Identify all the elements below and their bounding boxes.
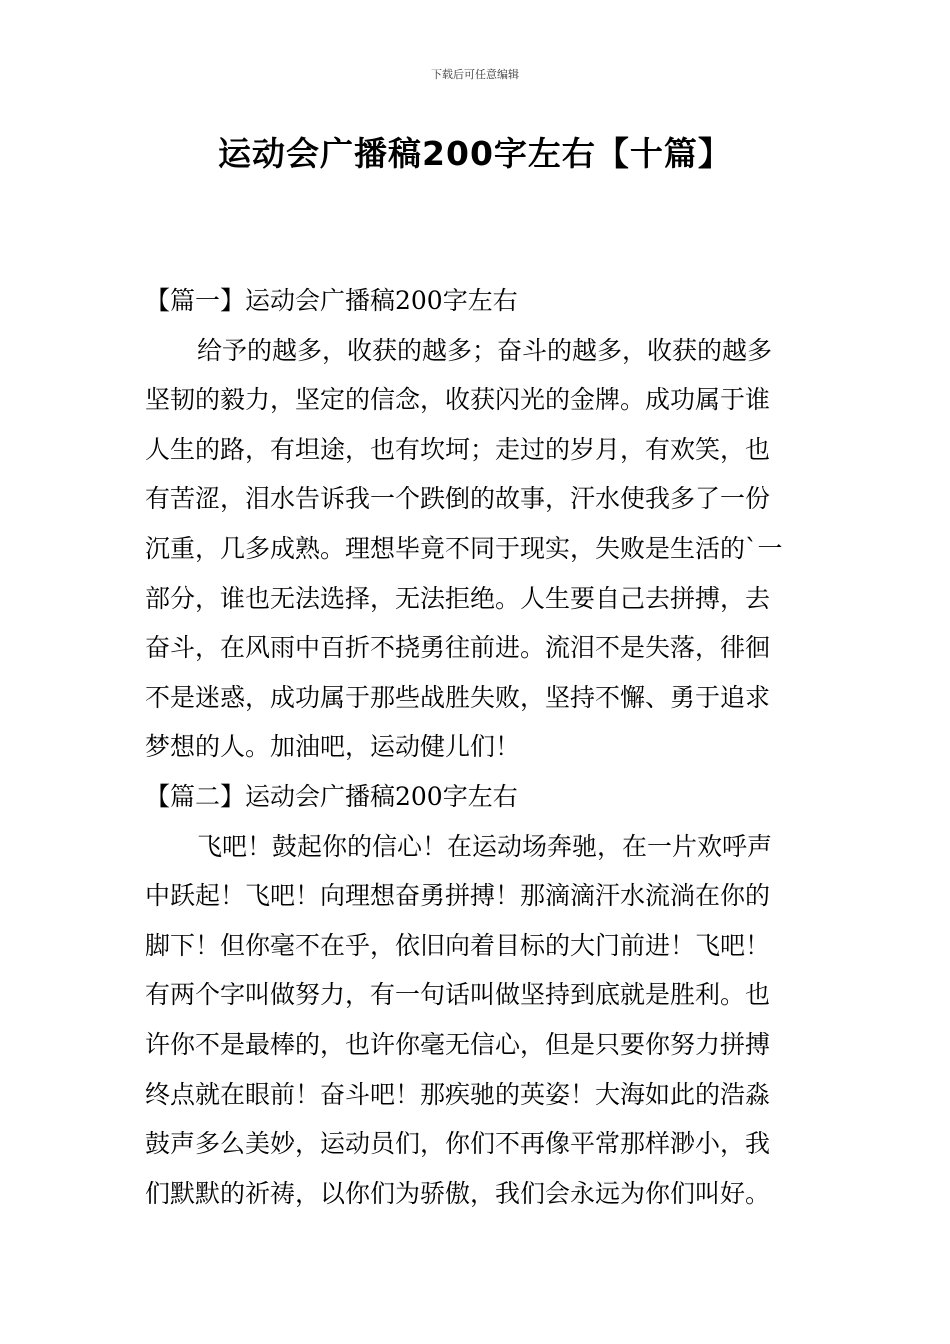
paragraph-line: 鼓声多么美妙，运动员们，你们不再像平常那样渺小，我: [145, 1129, 771, 1159]
paragraph-line: 有苦涩，泪水告诉我一个跌倒的故事，汗水使我多了一份: [145, 484, 771, 514]
paragraph-line: 们默默的祈祷，以你们为骄傲，我们会永远为你们叫好。: [145, 1178, 771, 1208]
paragraph-line: 人生的路，有坦途，也有坎坷；走过的岁月，有欢笑，也: [145, 434, 771, 464]
section-heading-2: 【篇二】运动会广播稿200字左右: [145, 781, 518, 811]
paragraph-line: 奋斗，在风雨中百折不挠勇往前进。流泪不是失落，徘徊: [145, 633, 771, 663]
paragraph-line: 坚韧的毅力，坚定的信念，收获闪光的金牌。成功属于谁: [145, 385, 771, 415]
paragraph-line: 梦想的人。加油吧，运动健儿们！: [145, 732, 521, 762]
paragraph-line: 许你不是最棒的，也许你毫无信心，但是只要你努力拼搏: [145, 1029, 771, 1059]
paragraph-line: 终点就在眼前！奋斗吧！那疾驰的英姿！大海如此的浩淼: [145, 1079, 771, 1109]
section-heading-1: 【篇一】运动会广播稿200字左右: [145, 286, 518, 315]
paragraph-line: 中跃起！飞吧！向理想奋勇拼搏！那滴滴汗水流淌在你的: [145, 881, 771, 911]
paragraph-line: 脚下！但你毫不在乎，依旧向着目标的大门前进！飞吧！: [145, 930, 771, 960]
paragraph-line: 不是迷惑，成功属于那些战胜失败，坚持不懈、勇于追求: [145, 682, 771, 712]
paragraph-line: 沉重，几多成熟。理想毕竟不同于现实，失败是生活的`一: [145, 533, 783, 563]
paragraph-line: 有两个字叫做努力，有一句话叫做坚持到底就是胜利。也: [145, 980, 771, 1010]
paragraph-line: 部分，谁也无法选择，无法拒绝。人生要自己去拼搏，去: [145, 583, 771, 613]
paragraph-line: 飞吧！鼓起你的信心！在运动场奔驰，在一片欢呼声: [197, 831, 773, 861]
header-note: 下载后可任意编辑: [431, 68, 519, 81]
document-body: [145, 276, 810, 1218]
paragraph-line: 给予的越多，收获的越多；奋斗的越多，收获的越多: [197, 335, 773, 365]
document-title: 运动会广播稿200字左右【十篇】: [218, 134, 732, 173]
